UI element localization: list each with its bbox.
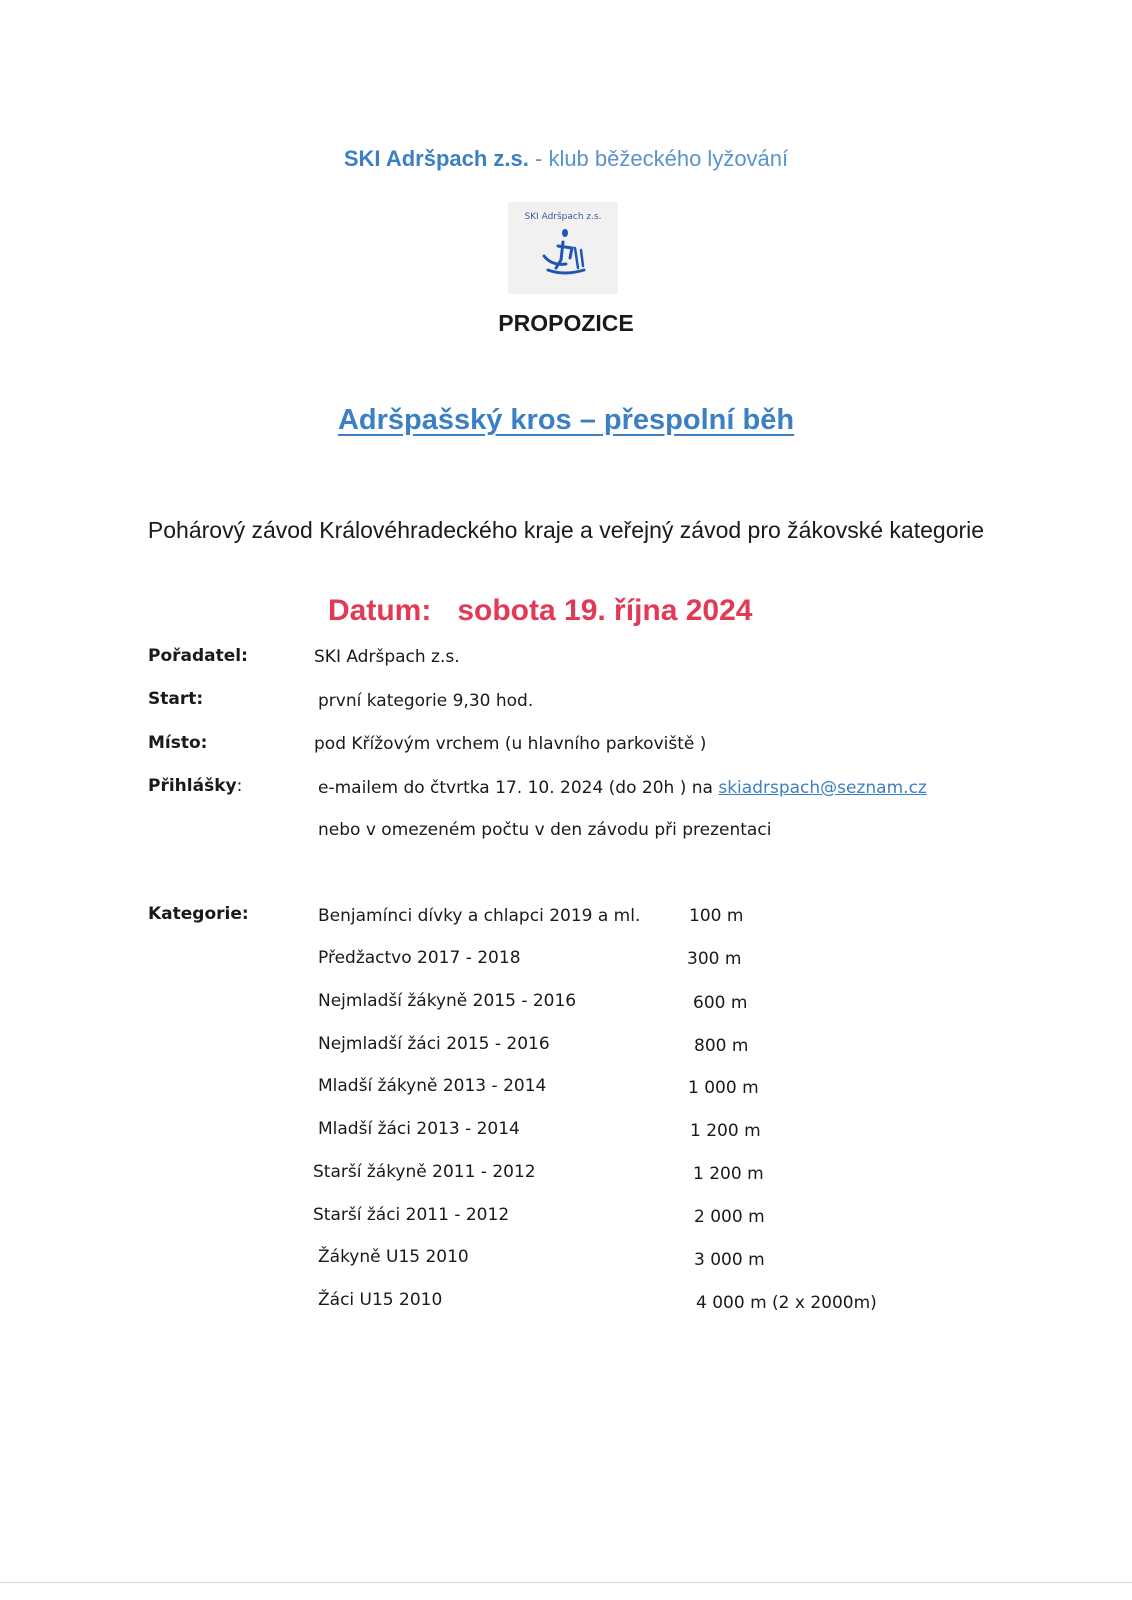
document-type: PROPOZICE [498, 310, 634, 336]
category-distance: 3 000 m [694, 1250, 765, 1270]
place-label: Místo: [148, 733, 208, 753]
cross-country-skier-icon [528, 224, 598, 284]
place-value: pod Křížovým vrchem (u hlavního parkoviště ) [314, 734, 707, 754]
category-distance: 800 m [694, 1036, 749, 1056]
registration-email-link[interactable]: skiadrspach@seznam.cz [718, 778, 927, 798]
category-distance: 1 200 m [690, 1121, 761, 1141]
page-edge-line [0, 1582, 1132, 1583]
category-name: Benjamínci dívky a chlapci 2019 a ml. [318, 906, 641, 926]
start-label: Start: [148, 689, 204, 709]
category-name: Starší žáci 2011 - 2012 [313, 1205, 510, 1225]
organizer-value: SKI Adršpach z.s. [314, 647, 460, 667]
event-subtitle: Pohárový závod Královéhradeckého kraje a veřejný závod pro žákovské kategorie [147, 517, 985, 543]
club-heading [0, 146, 1132, 172]
date-value: sobota 19. října 2024 [457, 594, 753, 627]
category-distance: 4 000 m (2 x 2000m) [696, 1293, 877, 1313]
category-name: Starší žákyně 2011 - 2012 [313, 1162, 536, 1182]
category-name: Mladší žáci 2013 - 2014 [318, 1119, 520, 1139]
event-title-text: Adršpašský kros – přespolní běh [337, 404, 795, 436]
category-distance: 1 200 m [693, 1164, 764, 1184]
categories-label: Kategorie: [148, 904, 249, 924]
registration-note: nebo v omezeném počtu v den závodu při prezentaci [318, 820, 772, 840]
category-name: Nejmladší žáci 2015 - 2016 [318, 1034, 550, 1054]
club-description: - klub běžeckého lyžování [535, 146, 789, 171]
category-distance: 600 m [693, 993, 748, 1013]
category-distance: 2 000 m [694, 1207, 765, 1227]
category-name: Předžactvo 2017 - 2018 [318, 948, 521, 968]
registration-label-text: Přihlášky [148, 776, 237, 796]
category-distance: 100 m [689, 906, 744, 926]
date-label: Datum: [328, 594, 432, 627]
start-value: první kategorie 9,30 hod. [318, 691, 534, 711]
club-name: SKI Adršpach z.s. [343, 146, 529, 171]
logo-text: SKI Adršpach z.s. [524, 212, 602, 222]
category-name: Mladší žákyně 2013 - 2014 [318, 1076, 547, 1096]
category-name: Nejmladší žákyně 2015 - 2016 [318, 991, 577, 1011]
registration-label [148, 776, 242, 796]
event-date [328, 594, 752, 628]
registration-value [318, 778, 927, 798]
category-name: Žáci U15 2010 [318, 1290, 443, 1310]
category-distance: 1 000 m [688, 1078, 759, 1098]
club-logo [508, 202, 618, 294]
category-distance: 300 m [687, 949, 742, 969]
event-title [0, 404, 1132, 437]
registration-label-colon: : [236, 776, 243, 796]
organizer-label: Pořadatel: [148, 646, 248, 666]
category-name: Žákyně U15 2010 [318, 1247, 469, 1267]
registration-text: e-mailem do čtvrtka 17. 10. 2024 (do 20h ) na [318, 778, 713, 798]
